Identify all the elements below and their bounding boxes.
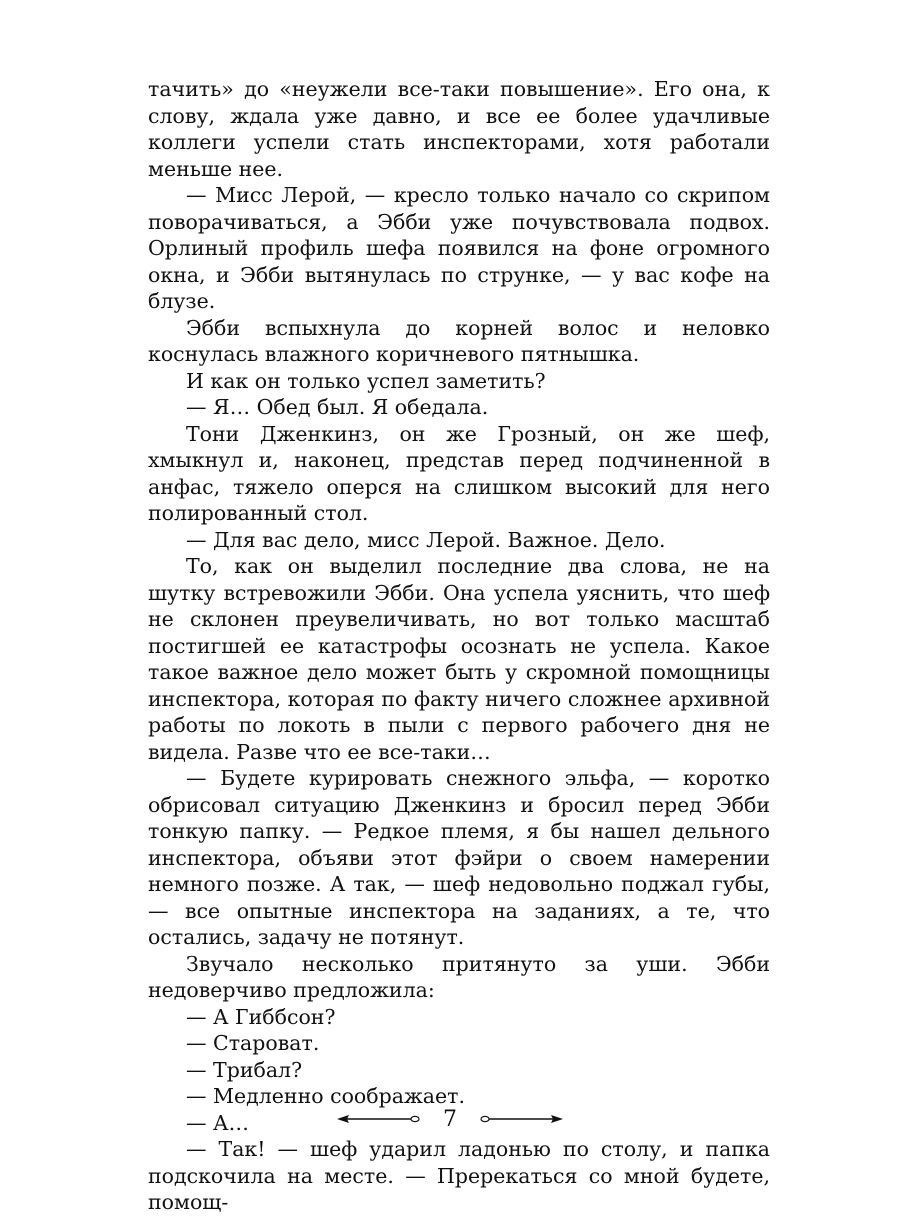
paragraph: — Мисс Лерой, — кресло только начало со скрипом поворачиваться, а Эбби уже почувствовала подвох. Орлиный профиль шефа появился на фоне огромного окна, и Эбби вытянулась по струнке, — у вас кофе на блузе. xyxy=(148,183,770,313)
paragraph: То, как он выделил последние два слова, не на шутку встревожили Эбби. Она успела уяснить, что шеф не склонен преувеличивать, но вот только масштаб постигшей ее катастрофы осознать не успела. Какое такое важное дело может быть у скромной помощницы инспектора, которая по факту ничего сложнее архивной работы по локоть в пыли с первого рабочего дня не видела. Разве что ее все-таки… xyxy=(148,554,770,764)
paragraph: — А… xyxy=(186,1110,250,1135)
paragraph: Эбби вспыхнула до корней волос и неловко коснулась влажного коричневого пятнышка. xyxy=(148,315,770,366)
paragraph: тачить» до «неужели все-таки повышение». Его она, к слову, ждала уже давно, и все ее более удачливые коллеги успели стать инспекторами, хотя работали меньше нее. xyxy=(148,77,770,181)
paragraph: Тони Дженкинз, он же Грозный, он же шеф, хмыкнул и, наконец, представ перед подчиненной в анфас, тяжело оперся на слишком высокий для него полированный стол. xyxy=(148,421,770,525)
paragraph: — Трибал? xyxy=(186,1057,303,1082)
paragraph: И как он только успел заметить? xyxy=(186,368,546,393)
left-ornament-icon xyxy=(335,1113,425,1125)
page-footer xyxy=(0,1102,900,1136)
paragraph: — А Гиббсон? xyxy=(186,1004,336,1029)
right-ornament-icon xyxy=(475,1113,565,1125)
paragraph: — Медленно соображает. xyxy=(186,1084,466,1108)
paragraph: Звучало несколько притянуто за уши. Эбби недоверчиво предложила: xyxy=(148,951,770,1002)
paragraph: — Будете курировать снежного эльфа, — коротко обрисовал ситуацию Дженкинз и бросил перед Эбби тонкую папку. — Редкое племя, я бы нашел дельного инспектора, объяви этот фэйри о своем намерении немного позже. А так, — шеф недовольно поджал губы, — все опытные инспектора на заданиях, а те, что остались, задачу не потянут. xyxy=(148,766,770,949)
page-text xyxy=(148,76,770,1216)
paragraph: — Для вас дело, мисс Лерой. Важное. Дело. xyxy=(186,527,666,552)
paragraph: — Я… Обед был. Я обедала. xyxy=(186,395,489,419)
paragraph: — Староват. xyxy=(186,1031,320,1055)
paragraph: — Так! — шеф ударил ладонью по столу, и папка подскочила на месте. — Пререкаться со мной будете, помощ- xyxy=(148,1137,770,1214)
page-number: 7 xyxy=(443,1106,457,1132)
